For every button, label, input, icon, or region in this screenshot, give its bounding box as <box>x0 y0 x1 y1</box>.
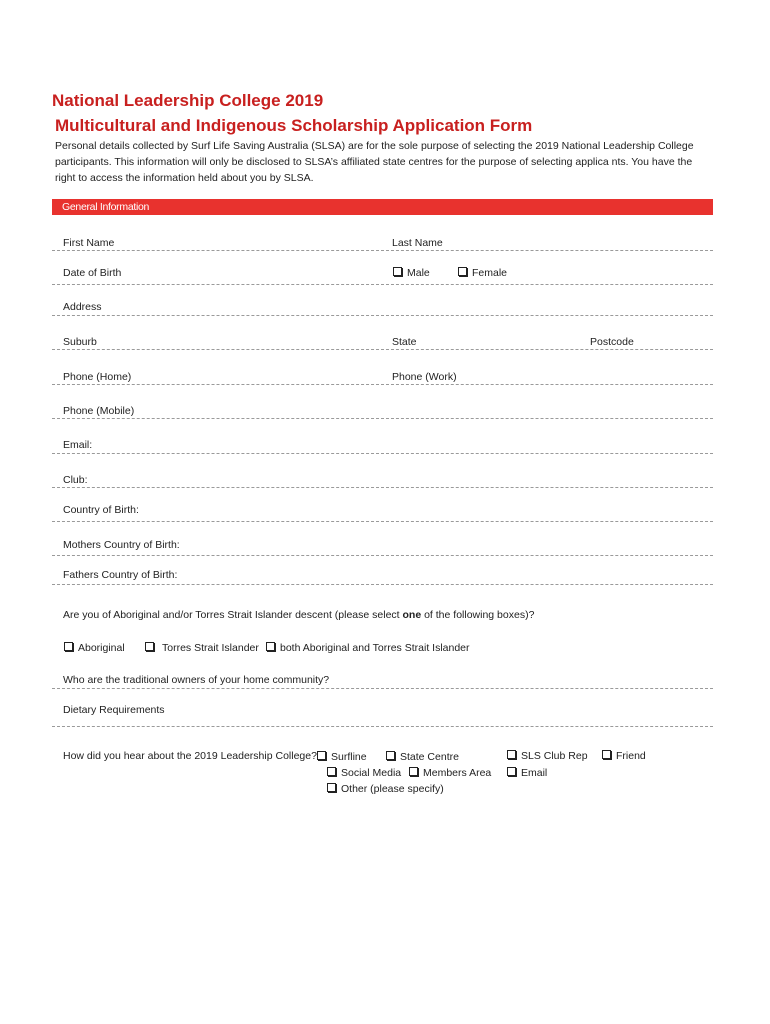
privacy-notice: Personal details collected by Surf Life Saving Australia (SLSA) are for the sole purpose of selecting the 2019 National Leadership College participants. This information will only be disclosed to SLSA’s affiliated state centres for the purpose of selecting applica nts. You have the right to access the information held about you by SLSA. <box>55 140 694 184</box>
email-option-label: Email <box>521 767 548 779</box>
email-checkbox[interactable] <box>507 767 516 776</box>
dob-label: Date of Birth <box>63 267 122 279</box>
surfline-label: Surfline <box>331 751 367 763</box>
members-area-checkbox[interactable] <box>409 767 418 776</box>
male-option[interactable] <box>393 267 430 279</box>
country-birth-field[interactable] <box>52 521 713 522</box>
dob-field[interactable] <box>52 284 713 285</box>
postcode-label: Postcode <box>590 336 634 348</box>
last-name-label: Last Name <box>392 237 443 249</box>
friend-label: Friend <box>616 750 646 762</box>
email-label: Email: <box>63 439 93 451</box>
aboriginal-option[interactable] <box>64 642 125 654</box>
club-field[interactable] <box>52 487 713 488</box>
phone-work-label: Phone (Work) <box>392 371 457 383</box>
first-name-field[interactable] <box>52 250 713 251</box>
country-birth-label: Country of Birth: <box>63 504 139 516</box>
torres-strait-checkbox[interactable] <box>145 642 154 651</box>
descent-question-start: Are you of Aboriginal and/or Torres Strait Islander descent (please select <box>63 609 403 621</box>
phone-home-label: Phone (Home) <box>63 371 132 383</box>
descent-question <box>63 609 534 621</box>
section-header <box>52 199 713 215</box>
female-label: Female <box>472 267 508 279</box>
fathers-country-field[interactable] <box>52 584 713 585</box>
members-area-option[interactable] <box>409 767 491 779</box>
other-label: Other (please specify) <box>341 783 444 795</box>
form-title: Multicultural and Indigenous Scholarship Application Form <box>55 116 533 135</box>
torres-strait-option[interactable] <box>145 642 259 654</box>
surfline-checkbox[interactable] <box>317 751 326 760</box>
friend-option[interactable] <box>602 750 646 762</box>
fathers-country-label: Fathers Country of Birth: <box>63 569 178 581</box>
surfline-option[interactable] <box>317 751 367 763</box>
aboriginal-label: Aboriginal <box>78 642 125 654</box>
both-label: both Aboriginal and Torres Strait Islander <box>280 642 470 654</box>
social-media-option[interactable] <box>327 767 401 779</box>
both-option[interactable] <box>266 642 470 654</box>
page-title: National Leadership College 2019 <box>52 91 324 110</box>
descent-question-emphasis: one <box>402 609 422 621</box>
both-checkbox[interactable] <box>266 642 275 651</box>
email-field[interactable] <box>52 453 713 454</box>
address-field[interactable] <box>52 315 713 316</box>
club-rep-checkbox[interactable] <box>507 750 516 759</box>
section-header-label: General Information <box>62 201 150 213</box>
state-centre-label: State Centre <box>400 751 459 763</box>
club-rep-option[interactable] <box>507 750 588 762</box>
dietary-label: Dietary Requirements <box>63 704 165 716</box>
email-option[interactable] <box>507 767 547 779</box>
state-centre-option[interactable] <box>386 751 459 763</box>
torres-strait-label: Torres Strait Islander <box>162 642 259 654</box>
social-media-checkbox[interactable] <box>327 767 336 776</box>
mothers-country-label: Mothers Country of Birth: <box>63 539 180 551</box>
members-area-label: Members Area <box>423 767 492 779</box>
phone-mobile-label: Phone (Mobile) <box>63 405 135 417</box>
state-centre-checkbox[interactable] <box>386 751 395 760</box>
dietary-field[interactable] <box>52 726 713 727</box>
state-label: State <box>392 336 417 348</box>
aboriginal-checkbox[interactable] <box>64 642 73 651</box>
descent-question-end: of the following boxes)? <box>421 609 535 621</box>
suburb-field[interactable] <box>52 349 713 350</box>
owners-field[interactable] <box>52 688 713 689</box>
male-checkbox[interactable] <box>393 267 402 276</box>
male-label: Male <box>407 267 430 279</box>
female-option[interactable] <box>458 267 507 279</box>
club-label: Club: <box>63 474 88 486</box>
social-media-label: Social Media <box>341 767 402 779</box>
other-option[interactable] <box>327 783 444 795</box>
mothers-country-field[interactable] <box>52 555 713 556</box>
female-checkbox[interactable] <box>458 267 467 276</box>
phone-home-field[interactable] <box>52 384 713 385</box>
phone-mobile-field[interactable] <box>52 418 713 419</box>
other-checkbox[interactable] <box>327 783 336 792</box>
hear-question: How did you hear about the 2019 Leadership College? <box>63 750 317 762</box>
first-name-label: First Name <box>63 237 115 249</box>
club-rep-label: SLS Club Rep <box>521 750 588 762</box>
address-label: Address <box>63 301 102 313</box>
friend-checkbox[interactable] <box>602 750 611 759</box>
suburb-label: Suburb <box>63 336 97 348</box>
owners-question: Who are the traditional owners of your home community? <box>63 674 330 686</box>
